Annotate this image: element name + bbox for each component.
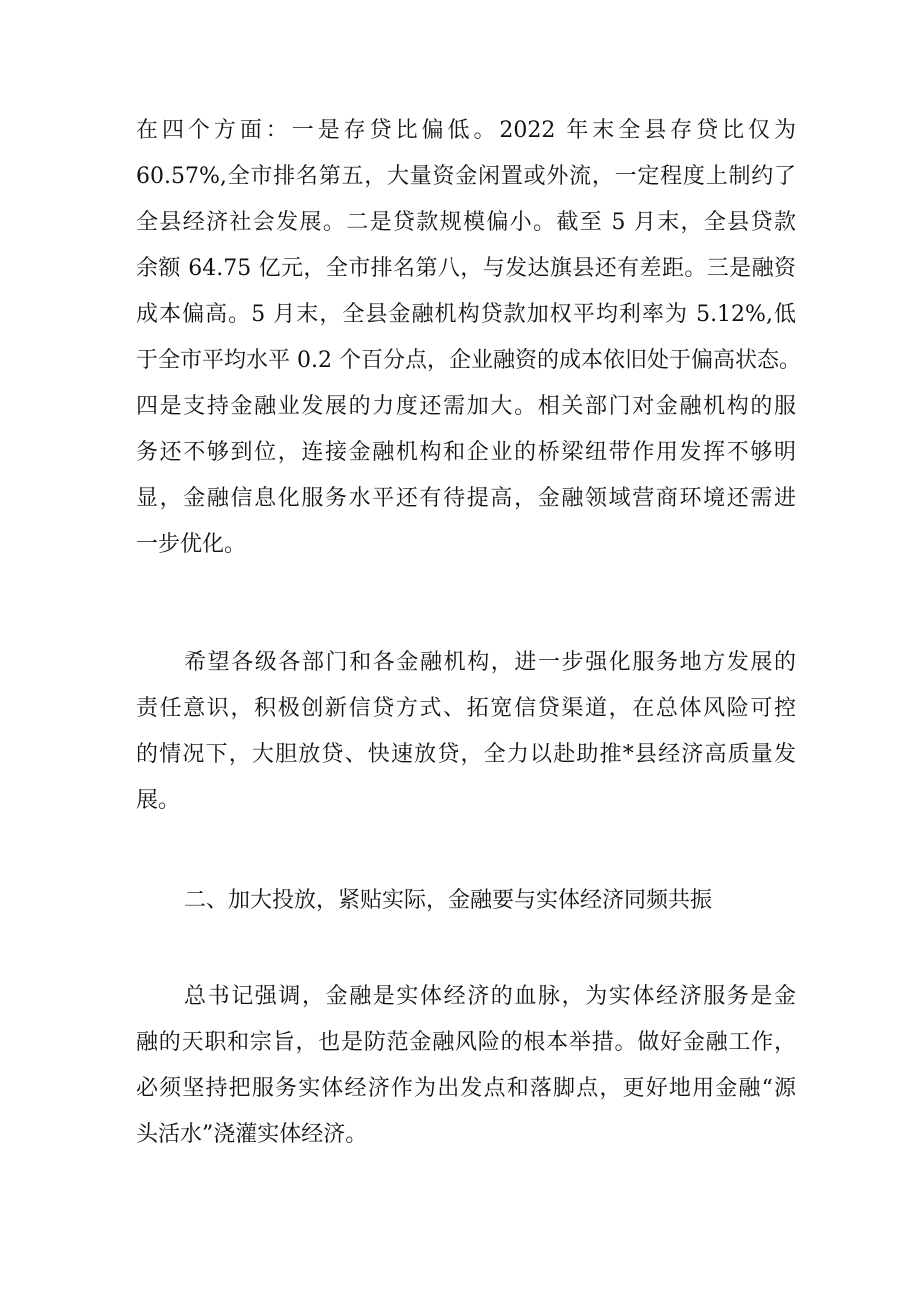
- paragraph-1-line-8: 务还不够到位，连接金融机构和企业的桥梁纽带作用发挥不够明: [136, 440, 796, 465]
- section-heading-2: 二、加大投放，紧贴实际，金融要与实体经济同频共振: [184, 888, 713, 913]
- paragraph-1-line-7: 四是支持金融业发展的力度还需加大。相关部门对金融机构的服: [136, 394, 796, 419]
- paragraph-1-line-4: 余额 64.75 亿元，全市排名第八，与发达旗县还有差距。三是融资: [136, 256, 796, 281]
- paragraph-2-line-1: 希望各级各部门和各金融机构，进一步强化服务地方发展的: [184, 650, 796, 675]
- paragraph-2-line-4: 展。: [136, 788, 181, 813]
- paragraph-2-line-3: 的情况下，大胆放贷、快速放贷，全力以赴助推*县经济高质量发: [136, 742, 796, 767]
- paragraph-3-line-3: 必须坚持把服务实体经济作为出发点和落脚点，更好地用金融“源: [136, 1076, 796, 1101]
- paragraph-3-line-1: 总书记强调，金融是实体经济的血脉，为实体经济服务是金: [184, 984, 796, 1009]
- paragraph-3-line-4: 头活水”浇灌实体经济。: [136, 1122, 368, 1147]
- paragraph-1-line-3: 全县经济社会发展。二是贷款规模偏小。截至 5 月末，全县贷款: [136, 210, 796, 235]
- paragraph-1-line-6: 于全市平均水平 0.2 个百分点，企业融资的成本依旧处于偏高状态。: [136, 348, 801, 373]
- paragraph-1-line-9: 显，金融信息化服务水平还有待提高，金融领域营商环境还需进: [136, 486, 796, 511]
- paragraph-1-line-10: 一步优化。: [136, 532, 247, 557]
- paragraph-2-line-2: 责任意识，积极创新信贷方式、拓宽信贷渠道，在总体风险可控: [136, 696, 796, 721]
- paragraph-1-line-2: 60.57%,全市排名第五，大量资金闲置或外流，一定程度上制约了: [136, 164, 796, 189]
- paragraph-1-line-1: 在四个方面：一是存贷比偏低。2022 年末全县存贷比仅为: [136, 118, 796, 143]
- paragraph-1-line-5: 成本偏高。5 月末，全县金融机构贷款加权平均利率为 5.12%,低: [136, 302, 796, 327]
- paragraph-3-line-2: 融的天职和宗旨，也是防范金融风险的根本举措。做好金融工作，: [136, 1030, 796, 1055]
